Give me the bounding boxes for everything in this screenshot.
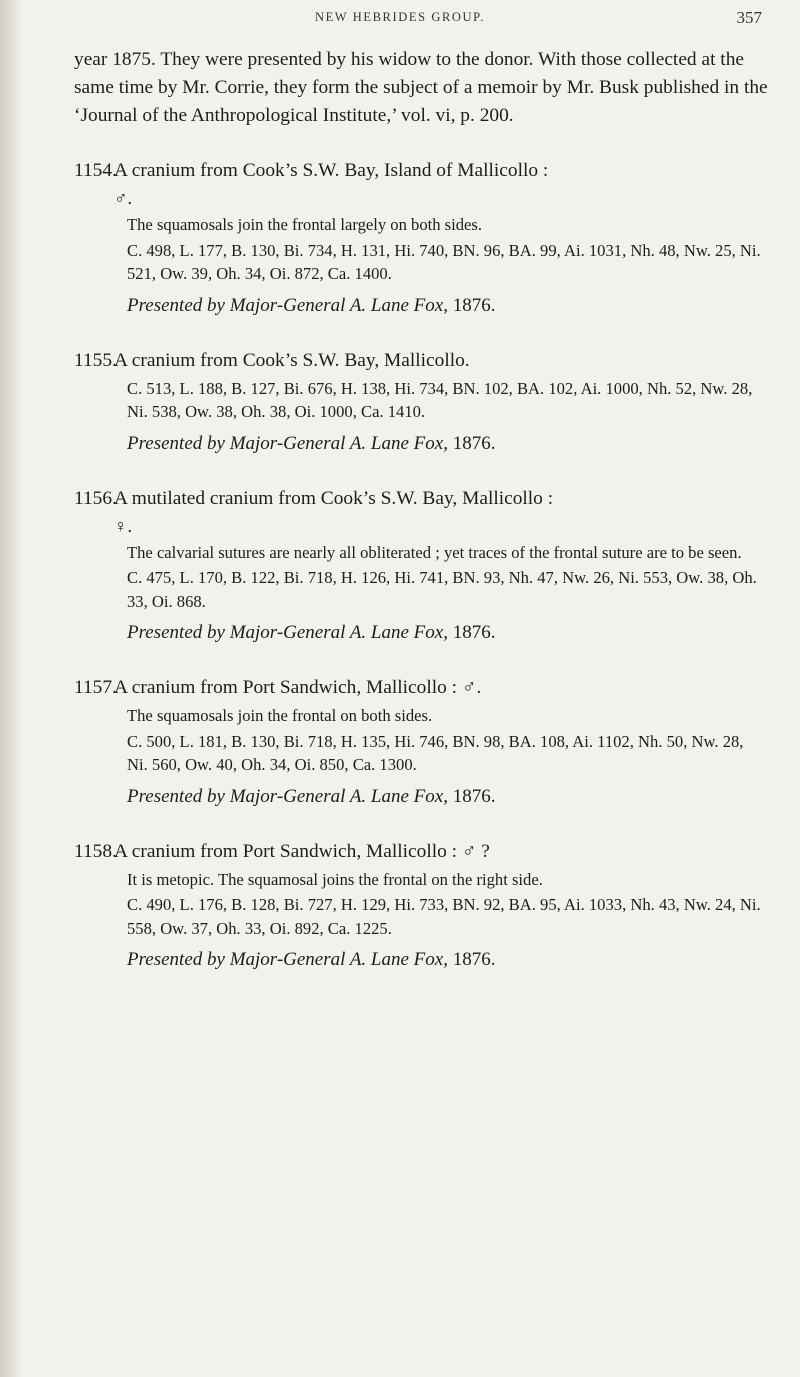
entry-description: A mutilated cranium from Cook’s S.W. Bay, Mallicollo : [114, 487, 554, 509]
entry-measurements: C. 513, L. 188, B. 127, Bi. 676, H. 138, Hi. 734, BN. 102, BA. 102, Ai. 1000, Nh. 52, Nw. 28, Ni. 538, Ow. 38, Oh. 38, Oi. 1000, Ca. 1410. [127, 378, 753, 421]
entry-description: A cranium from Port Sandwich, Mallicollo : ♂ ? [114, 840, 490, 862]
entry-number: 1156. [74, 487, 117, 509]
presented-year: 1876. [452, 949, 496, 970]
entry-title [74, 838, 768, 866]
sex-symbol: ♂. [114, 188, 132, 208]
entry-provenance [74, 292, 768, 320]
intro-paragraph: year 1875. They were presented by his widow to the donor. With those collected at the same time by Mr. Corrie, they form the subject of a memoir by Mr. Busk published in the ‘Journal of the Anthropological Institute,’ vol. vi, p. 200. [74, 49, 768, 126]
presented-by: Presented by Major-General A. Lane Fox, [127, 949, 448, 970]
entry-provenance [74, 619, 768, 647]
entry-provenance [74, 946, 768, 974]
entry-note: It is metopic. The squamosal joins the frontal on the right side. [127, 869, 543, 889]
entry-title [74, 157, 768, 185]
running-head: NEW HEBRIDES GROUP. [314, 10, 486, 24]
presented-year: 1876. [452, 785, 496, 807]
catalogue-entry-1156 [74, 485, 768, 648]
page-header [0, 10, 800, 40]
entry-number: 1157. [74, 677, 117, 698]
entry-note: The calvarial sutures are nearly all obliterated ; yet traces of the frontal suture are to be seen. [127, 542, 742, 562]
entry-provenance [74, 430, 768, 458]
catalogue-entry-1157 [74, 674, 768, 811]
catalogue-entry-1158 [74, 838, 768, 975]
entry-number: 1154. [74, 160, 117, 181]
page-number: 357 [736, 8, 762, 27]
presented-year: 1876. [452, 622, 496, 643]
entry-description: A cranium from Cook’s S.W. Bay, Island of Mallicollo : [114, 160, 549, 181]
catalogue-entry-1155 [74, 347, 768, 458]
presented-by: Presented by Major-General A. Lane Fox, [127, 432, 448, 454]
entry-description: A cranium from Cook’s S.W. Bay, Mallicollo. [114, 349, 470, 371]
presented-year: 1876. [452, 432, 496, 454]
entry-measurements: C. 500, L. 181, B. 130, Bi. 718, H. 135, Hi. 746, BN. 98, BA. 108, Ai. 1102, Nh. 50, Nw. 28, Ni. 560, Ow. 40, Oh. 34, Oi. 850, Ca. 1300. [127, 731, 744, 774]
entry-note: The squamosals join the frontal largely on both sides. [127, 215, 483, 234]
entry-number: 1158. [74, 840, 117, 862]
presented-by: Presented by Major-General A. Lane Fox, [127, 294, 448, 316]
page-body [74, 46, 768, 974]
catalogue-entry-1154 [74, 157, 768, 320]
entry-title [74, 485, 768, 513]
entry-title [74, 347, 768, 375]
entry-title [74, 674, 768, 702]
entry-provenance [74, 783, 768, 811]
entry-number: 1155. [74, 349, 117, 371]
sex-symbol: ♀. [114, 515, 132, 536]
entry-measurements: C. 498, L. 177, B. 130, Bi. 734, H. 131, Hi. 740, BN. 96, BA. 99, Ai. 1031, Nh. 48, Nw. 25, Ni. 521, Ow. 39, Oh. 34, Oi. 872, Ca. 1400. [127, 240, 761, 283]
page-edge-shadow [0, 0, 22, 1377]
entry-description: A cranium from Port Sandwich, Mallicollo : ♂. [114, 677, 482, 698]
entry-note: The squamosals join the frontal on both sides. [127, 706, 433, 725]
entry-measurements: C. 475, L. 170, B. 122, Bi. 718, H. 126, Hi. 741, BN. 93, Nh. 47, Nw. 26, Ni. 553, Ow. 38, Oh. 33, Oi. 868. [127, 568, 757, 611]
presented-year: 1876. [452, 294, 496, 316]
entry-measurements: C. 490, L. 176, B. 128, Bi. 727, H. 129, Hi. 733, BN. 92, BA. 95, Ai. 1033, Nh. 43, Nw. 24, Ni. 558, Ow. 37, Oh. 33, Oi. 892, Ca. 1225. [127, 895, 761, 938]
presented-by: Presented by Major-General A. Lane Fox, [127, 785, 448, 807]
presented-by: Presented by Major-General A. Lane Fox, [127, 622, 448, 643]
